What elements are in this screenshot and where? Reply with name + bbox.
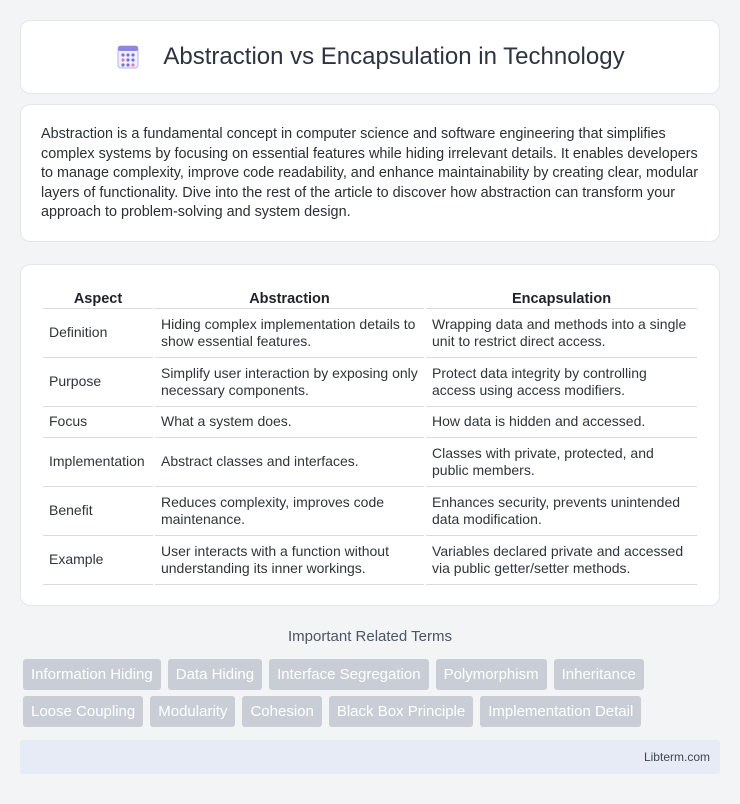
tag-modularity[interactable]: Modularity	[150, 696, 235, 727]
tag-data-hiding[interactable]: Data Hiding	[168, 659, 262, 690]
intro-card	[20, 104, 720, 242]
row-aspect: Implementation	[43, 438, 153, 487]
footer	[20, 740, 720, 774]
tag-polymorphism[interactable]: Polymorphism	[436, 659, 547, 690]
page-title: Abstraction vs Encapsulation in Technology	[163, 43, 625, 70]
row-encapsulation: Wrapping data and methods into a single unit to restrict direct access.	[426, 309, 697, 358]
tag-cohesion[interactable]: Cohesion	[242, 696, 321, 727]
related-terms-heading: Important Related Terms	[288, 628, 452, 645]
table-row	[43, 536, 697, 585]
intro-paragraph: Abstraction is a fundamental concept in computer science and software engineering that simplifies complex systems by focusing on essential features while hiding irrelevant details. It enables developers to manage complexity, improve code readability, and enhance maintainability by creating clear, modular layers of functionality. Dive into the rest of the article to discover how abstraction can transform your approach to problem-solving and system design.	[41, 126, 698, 221]
row-encapsulation: Variables declared private and accessed via public getter/setter methods.	[426, 536, 697, 585]
row-encapsulation: Enhances security, prevents unintended data modification.	[426, 487, 697, 536]
row-aspect: Focus	[43, 407, 153, 438]
grid-document-icon	[115, 44, 141, 70]
row-encapsulation: Protect data integrity by controlling access using access modifiers.	[426, 358, 697, 407]
row-abstraction: Hiding complex implementation details to show essential features.	[155, 309, 424, 358]
header-abstraction: Abstraction	[155, 283, 424, 309]
row-abstraction: What a system does.	[155, 407, 424, 438]
header-aspect: Aspect	[43, 283, 153, 309]
header-encapsulation: Encapsulation	[426, 283, 697, 309]
tag-information-hiding[interactable]: Information Hiding	[23, 659, 161, 690]
title-card	[20, 20, 720, 94]
tag-row	[23, 696, 723, 727]
row-aspect: Definition	[43, 309, 153, 358]
table-row	[43, 309, 697, 358]
row-aspect: Benefit	[43, 487, 153, 536]
tag-implementation-detail[interactable]: Implementation Detail	[480, 696, 641, 727]
row-encapsulation: How data is hidden and accessed.	[426, 407, 697, 438]
footer-site-link[interactable]: Libterm.com	[643, 750, 710, 764]
table-row	[43, 438, 697, 487]
comparison-card	[20, 264, 720, 606]
tag-row	[23, 659, 723, 690]
row-abstraction: Abstract classes and interfaces.	[155, 438, 424, 487]
row-aspect: Example	[43, 536, 153, 585]
tag-black-box-principle[interactable]: Black Box Principle	[329, 696, 473, 727]
table-row	[43, 487, 697, 536]
row-abstraction: Reduces complexity, improves code maintenance.	[155, 487, 424, 536]
related-terms-list	[23, 659, 723, 733]
row-abstraction: User interacts with a function without understanding its inner workings.	[155, 536, 424, 585]
comparison-table	[41, 283, 699, 585]
tag-inheritance[interactable]: Inheritance	[554, 659, 644, 690]
row-abstraction: Simplify user interaction by exposing only necessary components.	[155, 358, 424, 407]
tag-interface-segregation[interactable]: Interface Segregation	[269, 659, 428, 690]
tag-loose-coupling[interactable]: Loose Coupling	[23, 696, 143, 727]
table-row	[43, 358, 697, 407]
table-row	[43, 407, 697, 438]
row-aspect: Purpose	[43, 358, 153, 407]
row-encapsulation: Classes with private, protected, and public members.	[426, 438, 697, 487]
